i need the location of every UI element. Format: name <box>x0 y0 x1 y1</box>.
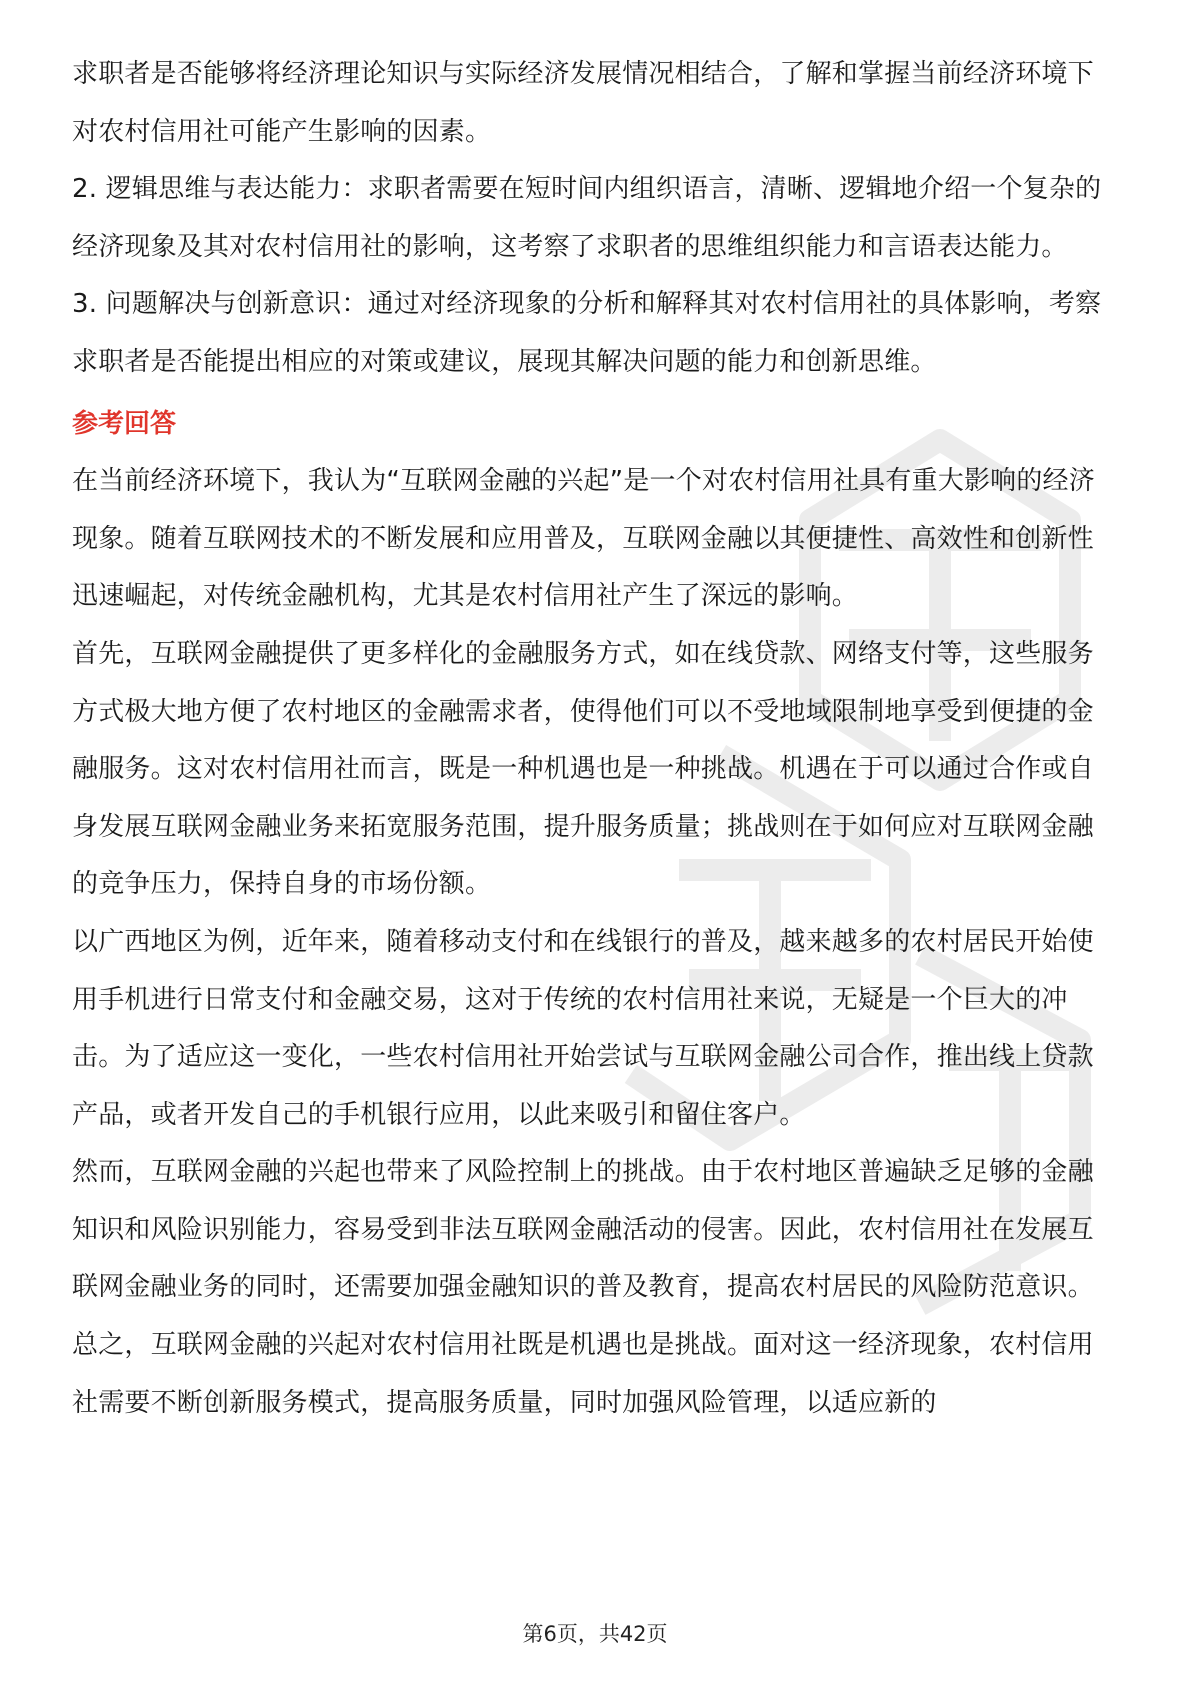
answer-paragraph-first: 首先，互联网金融提供了更多样化的金融服务方式，如在线贷款、网络支付等，这些服务方式极大地方便了农村地区的金融需求者，使得他们可以不受地域限制地享受到便捷的金融服务。这对农村信用社而言，既是一种机遇也是一种挑战。机遇在于可以通过合作或自身发展互联网金融业务来拓宽服务范围，提升服务质量；挑战则在于如何应对互联网金融的竞争压力，保持自身的市场份额。 <box>72 638 1094 900</box>
answer-paragraph-overview: 在当前经济环境下，我认为“互联网金融的兴起”是一个对农村信用社具有重大影响的经济现象。随着互联网技术的不断发展和应用普及，互联网金融以其便捷性、高效性和创新性迅速崛起，对传统金融机构，尤其是农村信用社产生了深远的影响。 <box>72 466 1095 612</box>
paragraph-intro: 求职者是否能够将经济理论知识与实际经济发展情况相结合，了解和掌握当前经济环境下对农村信用社可能产生影响的因素。 <box>72 59 1094 147</box>
document-body <box>72 46 1118 1432</box>
answer-paragraph-conclusion: 总之，互联网金融的兴起对农村信用社既是机遇也是挑战。面对这一经济现象，农村信用社需要不断创新服务模式，提高服务质量，同时加强风险管理，以适应新的 <box>72 1330 1094 1418</box>
paragraph-logic-expression: 2. 逻辑思维与表达能力：求职者需要在短时间内组织语言，清晰、逻辑地介绍一个复杂的经济现象及其对农村信用社的影响，这考察了求职者的思维组织能力和言语表达能力。 <box>72 174 1102 262</box>
section-heading-reference-answer: 参考回答 <box>72 408 177 439</box>
page-number-footer: 第6页，共42页 <box>522 1622 668 1646</box>
answer-paragraph-guangxi-example: 以广西地区为例，近年来，随着移动支付和在线银行的普及，越来越多的农村居民开始使用手机进行日常支付和金融交易，这对于传统的农村信用社来说，无疑是一个巨大的冲击。为了适应这一变化，一些农村信用社开始尝试与互联网金融公司合作，推出线上贷款产品，或者开发自己的手机银行应用，以此来吸引和留住客户。 <box>72 926 1094 1130</box>
answer-paragraph-risk: 然而，互联网金融的兴起也带来了风险控制上的挑战。由于农村地区普遍缺乏足够的金融知识和风险识别能力，容易受到非法互联网金融活动的侵害。因此，农村信用社在发展互联网金融业务的同时，还需要加强金融知识的普及教育，提高农村居民的风险防范意识。 <box>72 1157 1094 1303</box>
paragraph-problem-solving: 3. 问题解决与创新意识：通过对经济现象的分析和解释其对农村信用社的具体影响，考察求职者是否能提出相应的对策或建议，展现其解决问题的能力和创新思维。 <box>72 289 1102 377</box>
